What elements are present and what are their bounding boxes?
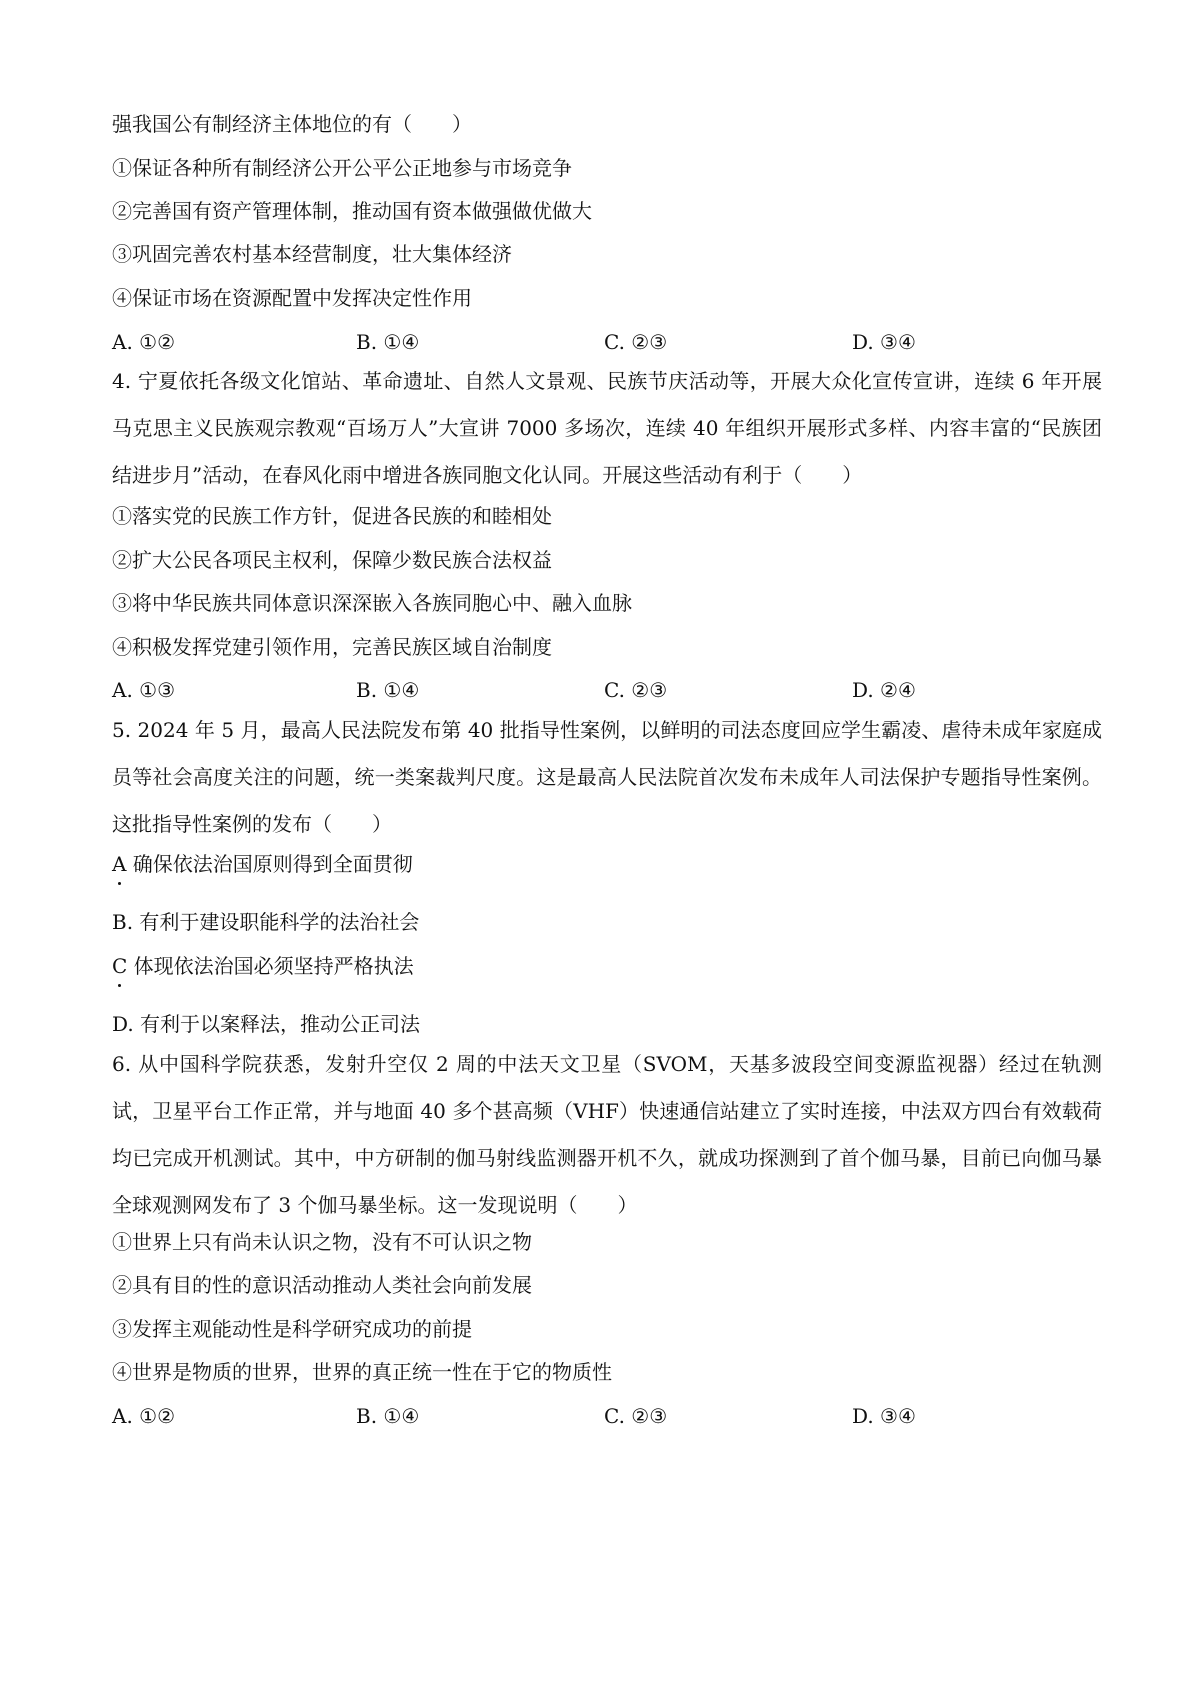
q5-option-a-dot bbox=[118, 882, 121, 885]
q3-choice-b: B. ①④ bbox=[356, 330, 420, 354]
q6-choice-a: A. ①② bbox=[112, 1404, 176, 1428]
q3-option-3: ③巩固完善农村基本经营制度，壮大集体经济 bbox=[112, 242, 512, 266]
q6-option-3: ③发挥主观能动性是科学研究成功的前提 bbox=[112, 1317, 472, 1341]
q4-stem: 4. 宁夏依托各级文化馆站、革命遗址、自然人文景观、民族节庆活动等，开展大众化宣传宣讲，连续 6 年开展马克思主义民族观宗教观“百场万人”大宣讲 7000 多场次，连续 40 年组织开展形式多样、内容丰富的“民族团结进步月”活动，在春风化雨中增进各族同胞文化认同。开展这些活动有利于（ ） bbox=[112, 369, 1102, 487]
q5-option-c: C 体现依法治国必须坚持严格执法 bbox=[112, 954, 414, 978]
q6-option-4: ④世界是物质的世界，世界的真正统一性在于它的物质性 bbox=[112, 1360, 612, 1384]
q3-choice-d: D. ③④ bbox=[852, 330, 916, 354]
q6-stem: 6. 从中国科学院获悉，发射升空仅 2 周的中法天文卫星（SVOM，天基多波段空间变源监视器）经过在轨测试，卫星平台工作正常，并与地面 40 多个甚高频（VHF）快速通信站建立了实时连接，中法双方四台有效载荷均已完成开机测试。其中，中方研制的伽马射线监测器开机不久，就成功探测到了首个伽马暴，目前已向伽马暴全球观测网发布了 3 个伽马暴坐标。这一发现说明（ ） bbox=[112, 1052, 1102, 1217]
q5-option-d: D. 有利于以案释法，推动公正司法 bbox=[112, 1012, 421, 1036]
q4-option-2: ②扩大公民各项民主权利，保障少数民族合法权益 bbox=[112, 548, 552, 572]
q5-option-b: B. 有利于建设职能科学的法治社会 bbox=[112, 910, 420, 934]
q5-option-a: A 确保依法治国原则得到全面贯彻 bbox=[112, 852, 413, 876]
q6-choice-c: C. ②③ bbox=[604, 1404, 668, 1428]
q5-option-c-dot bbox=[118, 984, 121, 987]
q4-answer-choices bbox=[112, 676, 1102, 704]
q3-option-2: ②完善国有资产管理体制，推动国有资本做强做优做大 bbox=[112, 199, 592, 223]
q4-choice-b: B. ①④ bbox=[356, 678, 420, 702]
q6-option-2: ②具有目的性的意识活动推动人类社会向前发展 bbox=[112, 1273, 532, 1297]
q3-answer-choices bbox=[112, 328, 1102, 356]
q6-answer-choices bbox=[112, 1402, 1102, 1430]
q6-choice-d: D. ③④ bbox=[852, 1404, 916, 1428]
q4-choice-a: A. ①③ bbox=[112, 678, 176, 702]
q5-stem: 5. 2024 年 5 月，最高人民法院发布第 40 批指导性案例，以鲜明的司法态度回应学生霸凌、虐待未成年家庭成员等社会高度关注的问题，统一类案裁判尺度。这是最高人民法院首次发布未成年人司法保护专题指导性案例。这批指导性案例的发布（ ） bbox=[112, 718, 1102, 836]
q3-option-4: ④保证市场在资源配置中发挥决定性作用 bbox=[112, 286, 472, 310]
q3-stem-tail: 强我国公有制经济主体地位的有（ ） bbox=[112, 112, 472, 136]
q4-choice-d: D. ②④ bbox=[852, 678, 916, 702]
q3-choice-c: C. ②③ bbox=[604, 330, 668, 354]
q4-option-4: ④积极发挥党建引领作用，完善民族区域自治制度 bbox=[112, 635, 552, 659]
q4-option-1: ①落实党的民族工作方针，促进各民族的和睦相处 bbox=[112, 504, 552, 528]
q6-option-1: ①世界上只有尚未认识之物，没有不可认识之物 bbox=[112, 1230, 532, 1254]
q3-choice-a: A. ①② bbox=[112, 330, 176, 354]
q4-choice-c: C. ②③ bbox=[604, 678, 668, 702]
q4-option-3: ③将中华民族共同体意识深深嵌入各族同胞心中、融入血脉 bbox=[112, 591, 632, 615]
q6-choice-b: B. ①④ bbox=[356, 1404, 420, 1428]
q3-option-1: ①保证各种所有制经济公开公平公正地参与市场竞争 bbox=[112, 156, 572, 180]
